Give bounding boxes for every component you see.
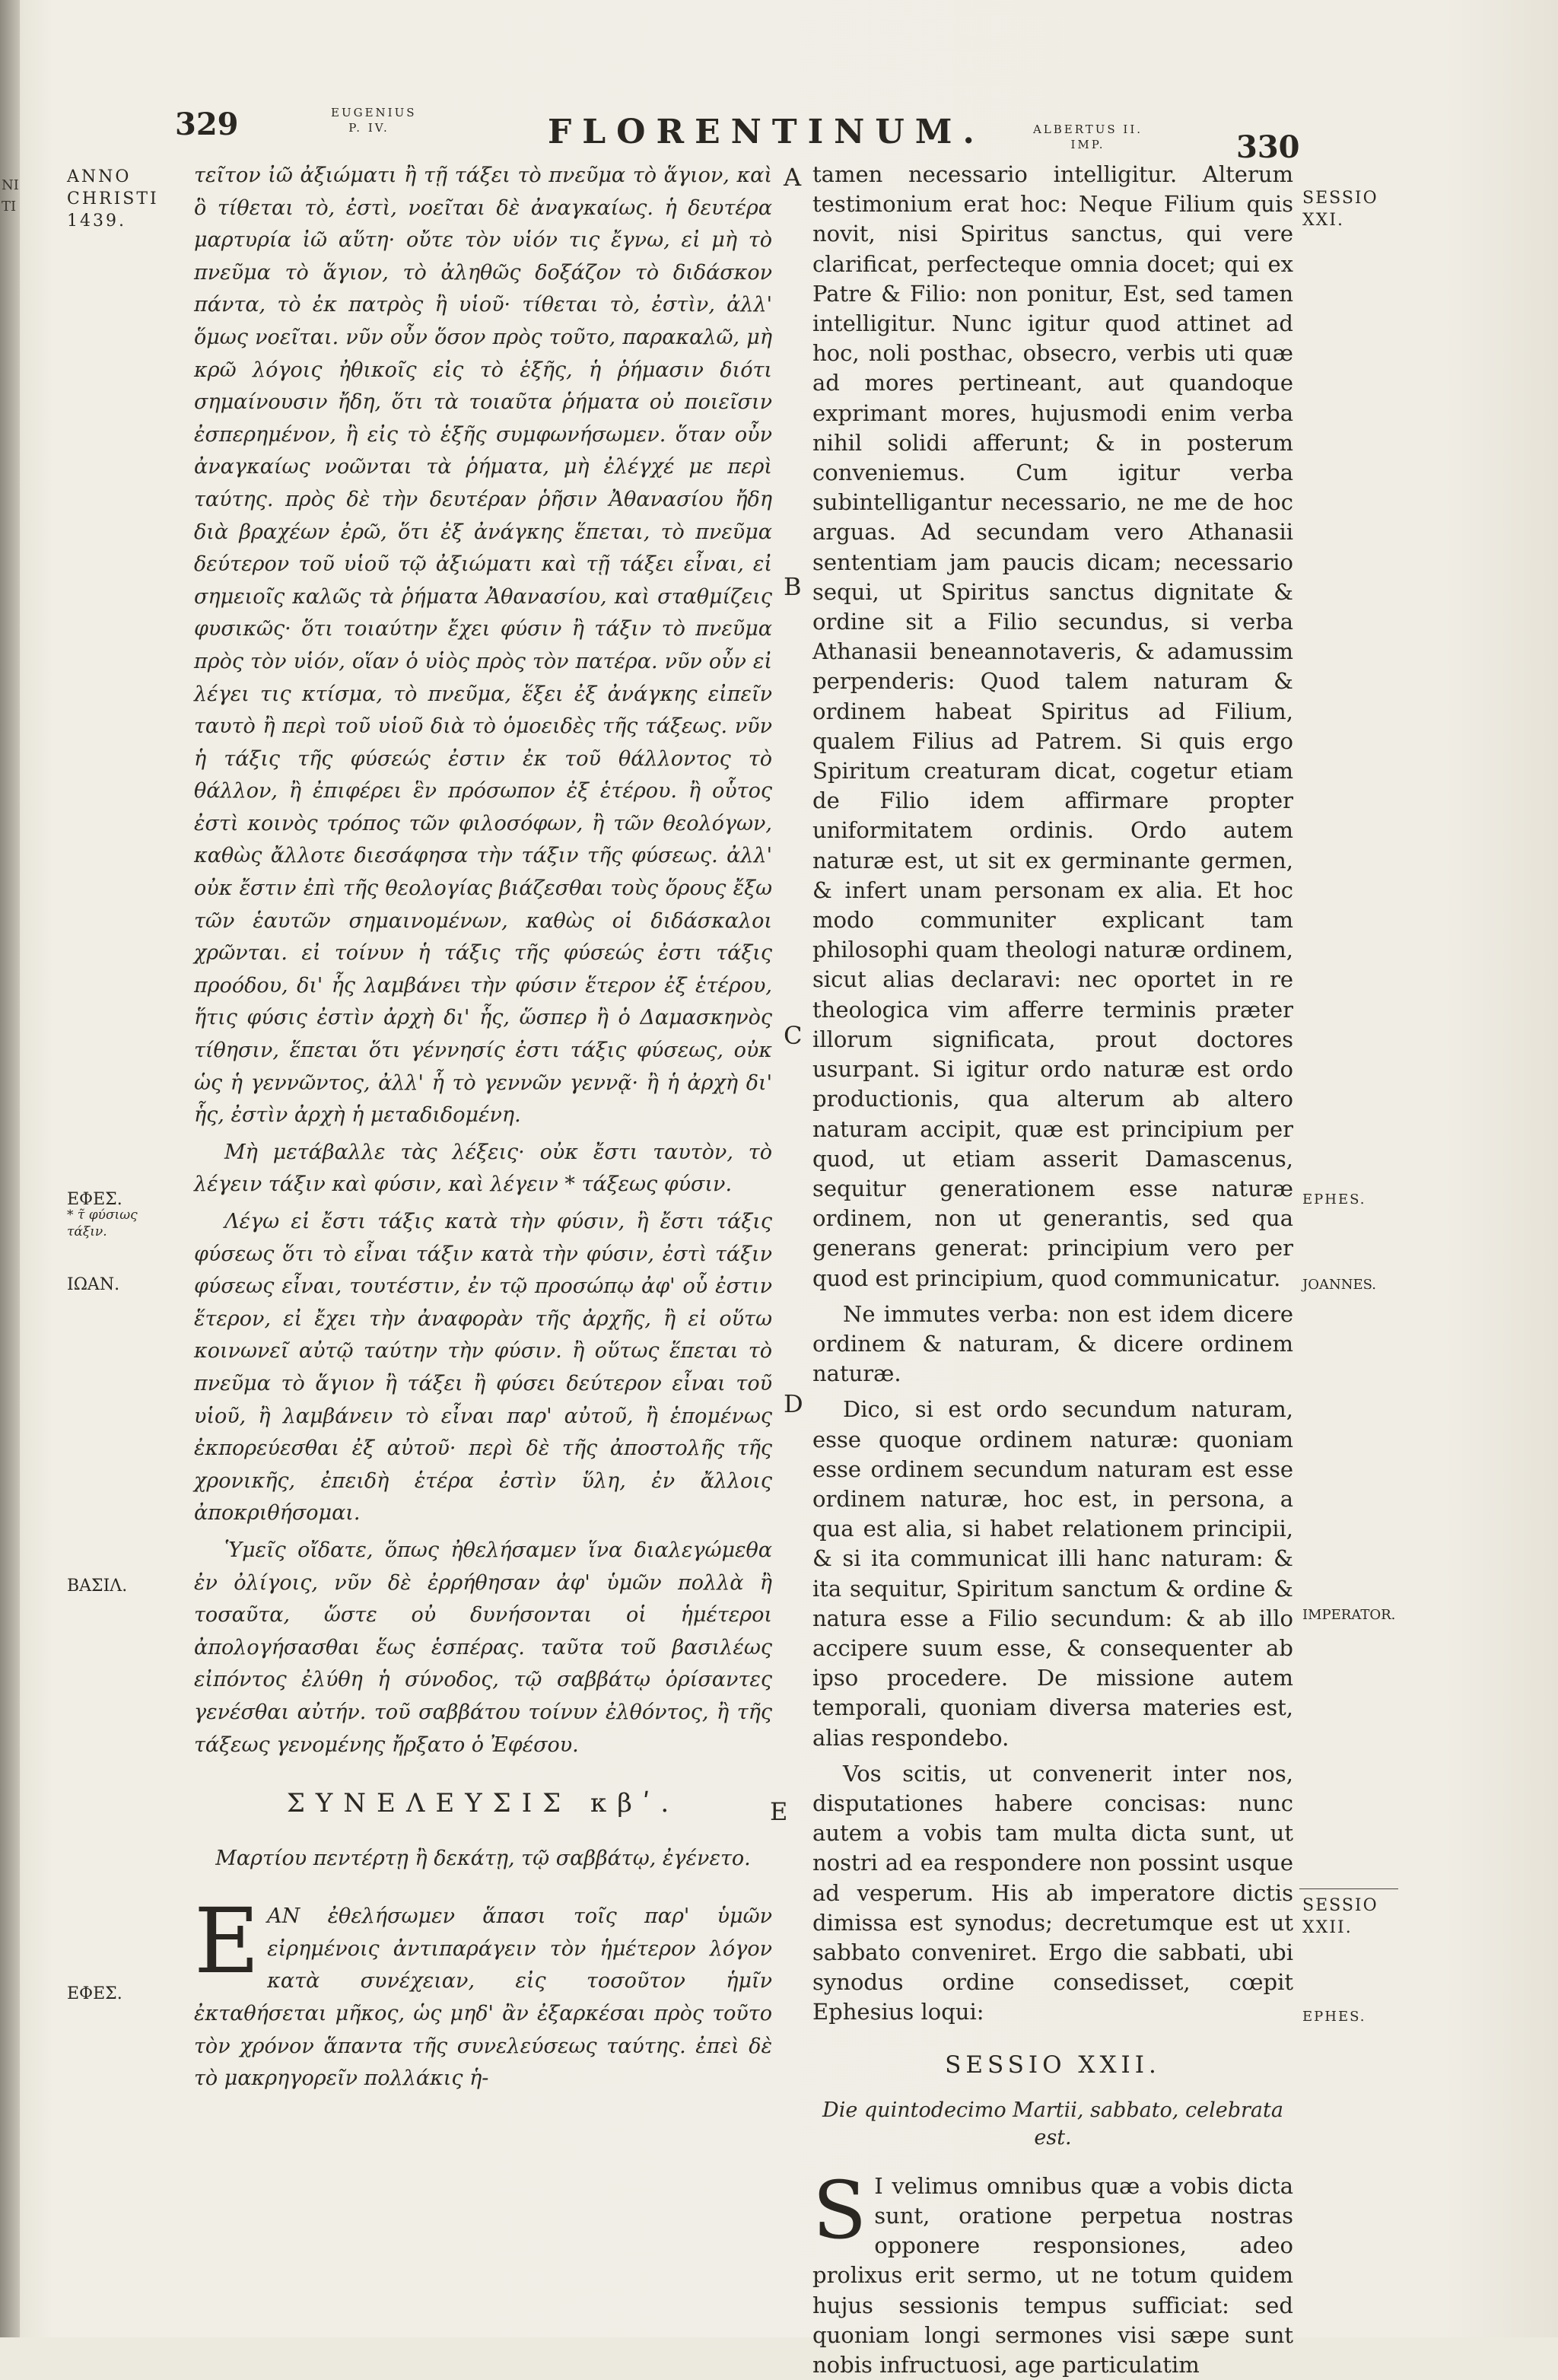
speaker-basil: ΒΑΣΙΛ. [67,1577,128,1596]
speaker-ephes-right-2: EPHES. [1302,2009,1366,2025]
latin-paragraph-1: tamen necessario intelligitur. Alterum testimonium erat hoc: Neque Filium quis novit, nisi Spiritus sanctus, qui vere clarificat, perfecteque omnia docet; qui ex Patre & Filio: non ponitur, Est, sed tamen intelligitur. Nunc igitur quod attinet ad hoc, noli posthac, obsecro, verbis uti quæ ad mores pertineant, aut quandoque exprimant mores, hujusmodi enim verba nihil solidi afferunt; & in posterum conveniemus. Cum igitur verba subintelligantur necessario, ne me de hoc arguas. Ad secundam vero Athanasii sententiam jam paucis dicam; necessario sequi, ut Spiritus sanctus dignitate & ordine sit a Filio secundus, si verba Athanasii beneannotaveris, & adamussim perpenderis: Quod talem naturam & ordinem habeat Spiritus ad Filium, qualem Filius ad Patrem. Si quis ergo Spiritum creaturam dicat, cogetur etiam de Filio idem affirmare propter uniformitatem ordinis. Ordo autem naturæ est, ut sit ex germinante germen, & infert unam personam ex alia. Et hoc modo communiter explicant tam philosophi quam theologi naturæ ordinem, sicut alias declaravi: nec oportet in re theologica vim afferre terminis præter illorum significata, prout doctores usurpant. Si igitur ordo naturæ est ordo productionis, qua alterum ab altero naturam accipit, quæ est principium per quod, ut etiam asserit Damascenus, sequitur generationem esse naturæ ordinem, non ut generantis, sed qua generans generat: principium vero per quod est principium, quod communicatur. [812,161,1293,1291]
latin-paragraph-5: S I velimus omnibus quæ a vobis dicta sunt, oratione perpetua nostras opponere responsiones, adeo prolixus erit sermo, ut ne totum quidem hujus sessionis tempus sufficiat: sed quoniam longi sermones visi sæpe sunt nobis infructuosi, age particulatim [812,2163,1293,2378]
latin-paragraph-2: Ne immutes verba: non est idem dicere ordinem & naturam, & dicere ordinem naturæ. [812,1300,1293,1387]
greek-drop-cap: E [194,1888,260,1994]
left-header-pope: EUGENIUS P. IV. [331,106,417,135]
greek-column [194,160,772,2095]
greek-paragraph-1: τεῖτον ἰῶ ἀξιώματι ἢ τῇ τάξει τὸ πνεῦμα τὸ ἅγιον, καὶ ὃ τίθεται τὸ, ἐστὶ, νοεῖται δὲ ἀναγκαίως. ἡ δευτέρα μαρτυρία ἰῶ αὕτη· οὔτε τὸν υἱόν τις ἔγνω, εἰ μὴ τὸ πνεῦμα τὸ ἅγιον, τὸ ἀληθῶς δοξάζον τὸ διδάσκον πάντα, τὸ ἐκ πατρὸς ἢ υἱοῦ· τίθεται τὸ, ἐστὶν, ἀλλ' ὅμως νοεῖται. νῦν οὖν ὅσον πρὸς τοῦτο, παρακαλῶ, μὴ κρῶ λόγοις ἠθικοῖς εἰς τὸ ἑξῆς, ἡ ῥήμασιν διότι σημαίνουσιν ἤδη, ὅτι τὰ τοιαῦτα ῥήματα οὐ ποιεῖσιν ἐσπερημένον, ἢ εἰς τὸ ἑξῆς συμφωνήσωμεν. ὅταν οὖν ἀναγκαίως νοῶνται τὰ ῥήματα, μὴ ἐλέγχέ με περὶ ταύτης. πρὸς δὲ τὴν δευτέραν ῥῆσιν Ἀθανασίου ἤδη διὰ βραχέων ἐρῶ, ὅτι ἐξ ἀνάγκης ἕπεται, τὸ πνεῦμα δεύτερον τοῦ υἱοῦ τῷ ἀξιώματι καὶ τῇ τάξει εἶναι, εἰ σημειοῖς καλῶς τὰ ῥήματα Ἀθανασίου, καὶ σταθμίζεις φυσικῶς· ὅτι τοιαύτην ἔχει φύσιν ἢ τάξιν τὸ πνεῦμα πρὸς τὸν υἱόν, οἵαν ὁ υἱὸς πρὸς τὸν πατέρα. νῦν οὖν εἰ λέγει τις κτίσμα, τὸ πνεῦμα, ἕξει ἐξ ἀνάγκης εἰπεῖν ταυτὸ ἢ περὶ τοῦ υἱοῦ διὰ τὸ ὁμοειδὲς τῆς τάξεως. νῦν ἡ τάξις τῆς φύσεώς ἐστιν ἐκ τοῦ θάλλοντος τὸ θάλλον, ἢ ἐπιφέρει ἓν πρόσωπον ἐξ ἑτέρου. ἢ οὗτος ἐστὶ κοινὸς τρόπος τῶν φιλοσόφων, ἢ τῶν θεολόγων, καθὼς ἄλλοτε διεσάφησα τὴν τάξιν τῆς φύσεως. ἀλλ' οὐκ ἔστιν ἐπὶ τῆς θεολογίας βιάζεσθαι τοὺς ὅρους ἔξω τῶν ἑαυτῶν σημαινομένων, καθὼς οἱ διδάσκαλοι χρῶνται. εἰ τοίνυν ἡ τάξις τῆς φύσεώς ἐστι τάξις προόδου, δι' ἧς λαμβάνει τὴν φύσιν ἕτερον ἐξ ἑτέρου, ἥτις φύσις ἐστὶν ἀρχὴ δι' ἧς, ὥσπερ ἢ ὁ Δαμασκηνὸς τίθησιν, ἕπεται ὅτι γέννησίς ἐστι τάξις φύσεως, οὐκ ὡς ἡ γεννῶντος, ἀλλ' ἧ τὸ γεννῶν γεννᾷ· ἢ ἡ ἀρχὴ δι' ἧς, ἐστὶν ἀρχὴ ἡ μεταδιδομένη. [194,164,772,1128]
greek-session-heading: ΣΥΝΕΛΕΥΣΙΣ κβʹ. [286,1788,680,1819]
greek-paragraph-2: Μὴ μετάβαλλε τὰς λέξεις· οὐκ ἔστι ταυτὸν, τὸ λέγειν τάξιν καὶ φύσιν, καὶ λέγειν * τάξεως φύσιν. [194,1140,772,1197]
right-page-number: 330 [1236,129,1300,165]
speaker-ephes-1: ΕΦΕΣ. [67,1190,122,1209]
latin-column [812,160,1293,2380]
year-label: ANNO CHRISTI 1439. [67,167,159,231]
section-letter-c: C [784,1021,803,1050]
greek-paragraph-4: Ὑμεῖς οἴδατε, ὅπως ἠθελήσαμεν ἵνα διαλεγώμεθα ἐν ὀλίγοις, νῦν δὲ ἐρρήθησαν ἀφ' ὑμῶν πολλὰ ἢ τοσαῦτα, ὥστε οὐ δυνήσονται οἱ ἡμέτεροι ἀπολογήσασθαι ἕως ἑσπέρας. ταῦτα τοῦ βασιλέως εἰπόντος ἐλύθη ἡ σύνοδος, τῷ σαββάτῳ ὁρίσαντες γενέσθαι αὐτήν. τοῦ σαββάτου τοίνυν ἐλθόντος, ἢ τῆς τάξεως γενομένης ἤρξατο ὁ Ἐφέσου. [194,1538,772,1757]
speaker-joannes: JOANNES. [1302,1277,1377,1293]
right-header-emperor: ALBERTUS II. IMP. [1032,123,1143,151]
sessio-22-label: SESSIO XXII. [1302,1896,1378,1937]
latin-paragraph-4: Vos scitis, ut convenerit inter nos, disputationes habere concisas: nunc autem a vobis tam multa dicta sunt, ut nostri ad ea respondere non possint usque ad vesperum. His ab imperatore dictis dimissa est synodus; decretumque est ut sabbato conveniret. Ergo die sabbati, ubi synodus ordine consedisset, cœpit Ephesius loqui: [812,1760,1293,2025]
latin-drop-cap: S [812,2163,867,2257]
margin-note: * τ̃ φύσιως τάξιν. [67,1208,138,1239]
speaker-ephes-2: ΕΦΕΣ. [67,1984,122,2003]
section-letter-a: A [784,163,802,192]
greek-session-date: Μαρτίου πεντέρτῃ ἢ δεκάτῃ, τῷ σαββάτῳ, ἐγένετο. [215,1846,751,1870]
section-letter-b: B [784,572,802,601]
speaker-ephes-right-1: EPHES. [1302,1192,1366,1208]
latin-session-heading: SESSIO XXII. [945,2051,1161,2079]
sessio-21-label: SESSIO XXI. [1302,189,1378,230]
section-letter-d: D [784,1389,803,1418]
greek-paragraph-3: Λέγω εἰ ἔστι τάξις κατὰ τὴν φύσιν, ἢ ἔστι τάξις φύσεως ὅτι τὸ εἶναι τάξιν κατὰ τὴν φύσιν, ἐστὶ τάξιν φύσεως εἶναι, τουτέστιν, ἐν τῷ προσώπῳ ἀφ' οὗ ἐστιν ἕτερον, εἰ ἔχει τὴν ἀναφορὰν τῆς ἀρχῆς, ἢ εἰ οὕτω κοινωνεῖ αὐτῷ ταύτην τὴν φύσιν. ἢ οὕτως ἕπεται τὸ πνεῦμα τὸ ἅγιον ἢ τάξει ἢ φύσει δεύτερον εἶναι τοῦ υἱοῦ, ἢ λαμβάνειν τὸ εἶναι παρ' αὐτοῦ, ἢ ἑπομένως ἐκπορεύεσθαι ἐξ αὐτοῦ· περὶ δὲ τῆς ἀποστολῆς τῆς χρονικῆς, ἐπειδὴ ἑτέρα ἐστὶν ὕλη, ἐν ἄλλοις ἀποκριθήσομαι. [194,1210,772,1526]
margin-rule [1299,1888,1398,1889]
speaker-ioan: ΙΩΑΝ. [67,1275,120,1294]
book-spine [0,0,20,2337]
left-page-number: 329 [175,107,239,142]
latin-session-date: Die quintodecimo Martii, sabbato, celebrata est. [822,2098,1283,2149]
latin-paragraph-3: Dico, si est ordo secundum naturam, esse quoque ordinem naturæ: quoniam esse ordinem secundum naturam est esse ordinem naturæ, hoc est, in persona, a qua est alia, si habet relationem principii, & si ita communicat illi hanc naturam: & ita sequitur, Spiritum sanctum & ordine & natura esse a Filio secundum: & ab illo accipere suum esse, & consequenter ab ipso procedere. De missione autem temporali, quoniam diversa materies est, alias respondebo. [812,1396,1293,1751]
spine-marks: NI TI [2,177,19,215]
speaker-imperator: IMPERATOR. [1302,1607,1396,1623]
page-title: FLORENTINUM. [548,113,985,151]
greek-paragraph-5: EΑΝ ἐθελήσωμεν ἅπασι τοῖς παρ' ὑμῶν εἰρημένοις ἀντιπαράγειν τὸν ἡμέτερον λόγον κατὰ συνέχειαν, εἰς τοσοῦτον ἡμῖν ἐκταθήσεται μῆκος, ὡς μηδ' ἂν ἐξαρκέσαι πρὸς τοῦτο τὸν χρόνον ἅπαντα τῆς συνελεύσεως ταύτης. ἐπεὶ δὲ τὸ μακρηγορεῖν πολλάκις ἡ- [194,1888,772,2091]
section-letter-e: E [770,1797,788,1826]
